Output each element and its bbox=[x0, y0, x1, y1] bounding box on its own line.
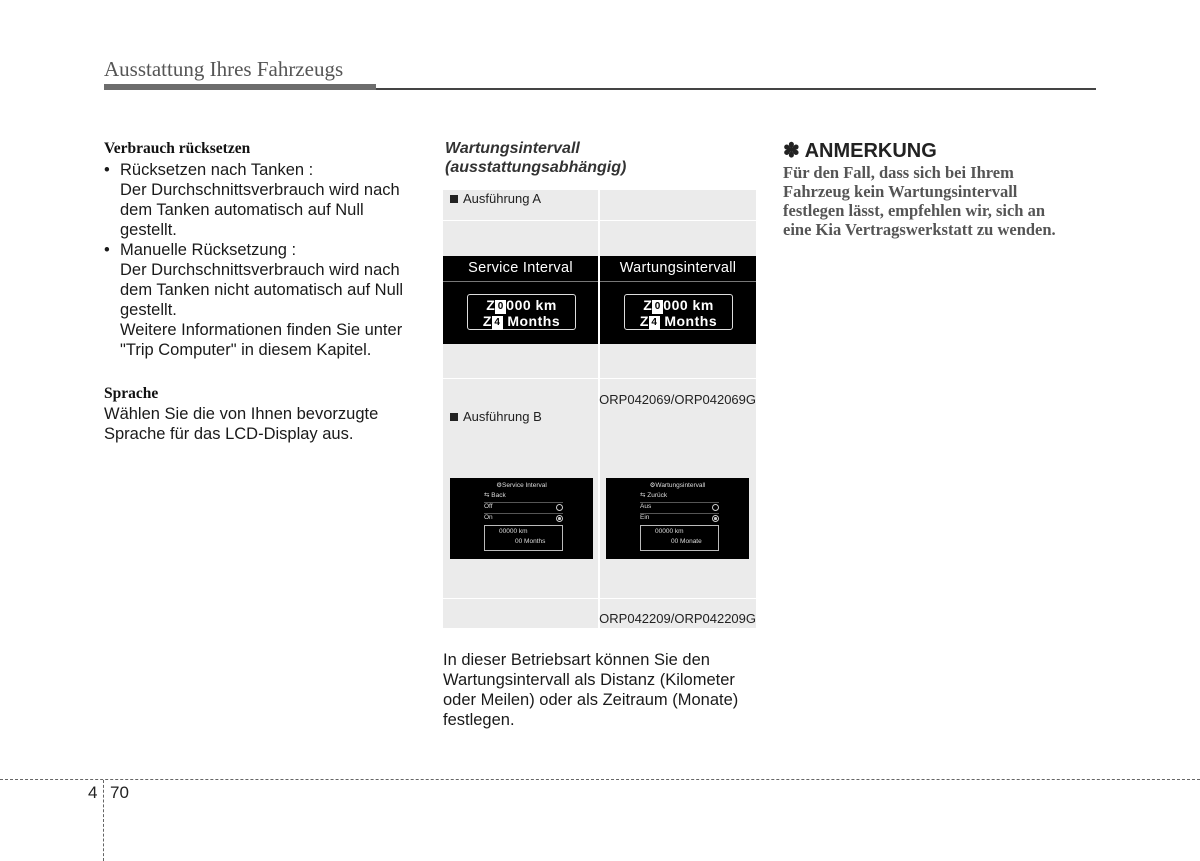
item-title: Manuelle Rücksetzung : bbox=[120, 241, 297, 259]
km-value: 00000 km bbox=[499, 528, 528, 535]
bullet: • bbox=[104, 241, 110, 259]
distance-value: Z 0 000 km bbox=[643, 297, 714, 313]
item-text-line: Weitere Informationen finden Sie unter bbox=[120, 321, 403, 339]
display-wartungsintervall-b bbox=[606, 478, 749, 559]
note-line: festlegen lässt, empfehlen wir, sich an bbox=[783, 201, 1046, 220]
item-text-line: dem Tanken automatisch auf Null bbox=[120, 201, 364, 219]
language-text bbox=[104, 404, 417, 444]
months-value: Z 4 Months bbox=[639, 313, 718, 329]
lcd-box bbox=[624, 294, 733, 330]
selected-digit: 0 bbox=[495, 300, 506, 314]
panel-divider bbox=[598, 408, 600, 628]
selected-digit: 4 bbox=[649, 316, 660, 330]
text-line: Wählen Sie die von Ihnen bevorzugte bbox=[104, 405, 379, 423]
item-text-line: Der Durchschnittsverbrauch wird nach bbox=[120, 261, 400, 279]
months-value: Z 4 Months bbox=[482, 313, 561, 329]
note-title: ✽ ANMERKUNG bbox=[783, 140, 937, 162]
caption-line: Wartungsintervall bbox=[445, 140, 580, 157]
note-line: Fahrzeug kein Wartungsintervall bbox=[783, 182, 1018, 201]
variant-label-a: Ausführung A bbox=[450, 191, 541, 206]
display-wartungsintervall bbox=[600, 256, 756, 344]
option-on: On bbox=[484, 513, 563, 523]
list-item-manual bbox=[104, 240, 417, 360]
item-text-line: "Trip Computer" in diesem Kapitel. bbox=[120, 341, 372, 359]
display-rule bbox=[600, 281, 756, 282]
header-rule bbox=[376, 88, 1096, 90]
lcd-box bbox=[467, 294, 576, 330]
figure-code-a: ORP042069/ORP042069G bbox=[599, 392, 756, 407]
variant-label-b: Ausführung B bbox=[450, 409, 542, 424]
selected-digit: 0 bbox=[652, 300, 663, 314]
text-line: In dieser Betriebsart können Sie den bbox=[443, 651, 710, 669]
text-line: oder Meilen) oder als Zeitraum (Monate) bbox=[443, 691, 739, 709]
section-title-language: Sprache bbox=[104, 385, 159, 402]
reset-list bbox=[104, 160, 417, 360]
display-service-interval bbox=[443, 256, 598, 344]
months-value: 00 Monate bbox=[671, 538, 702, 545]
selected-digit: 4 bbox=[492, 316, 503, 330]
item-text-line: Der Durchschnittsverbrauch wird nach bbox=[120, 181, 400, 199]
back-row: ⇆ Back bbox=[484, 492, 506, 499]
note-line: eine Kia Vertragswerkstatt zu wenden. bbox=[783, 220, 1056, 239]
figure-code-b: ORP042209/ORP042209G bbox=[599, 611, 756, 626]
text-line: festlegen. bbox=[443, 711, 515, 729]
square-bullet-icon bbox=[450, 195, 458, 203]
page-number: 70 bbox=[110, 783, 129, 802]
page-section-number: 4 bbox=[88, 783, 98, 802]
section-title-reset: Verbrauch rücksetzen bbox=[104, 140, 251, 157]
screen-title: ⚙Wartungsintervall bbox=[649, 482, 706, 489]
radio-selected-icon bbox=[556, 515, 563, 522]
item-text-line: dem Tanken nicht automatisch auf Null bbox=[120, 281, 404, 299]
km-value: 00000 km bbox=[655, 528, 684, 535]
text-line: Sprache für das LCD-Display aus. bbox=[104, 425, 354, 443]
display-rule bbox=[443, 281, 598, 282]
item-text-line: gestellt. bbox=[120, 221, 177, 239]
display-title: Service Interval bbox=[468, 260, 573, 276]
chapter-title: Ausstattung Ihres Fahrzeugs bbox=[104, 57, 344, 81]
back-row: ⇆ Zurück bbox=[640, 492, 668, 499]
value-box bbox=[484, 525, 563, 551]
display-title: Wartungsintervall bbox=[619, 260, 737, 276]
note-line: Für den Fall, dass sich bei Ihrem bbox=[783, 163, 1014, 182]
footer-dashed-divider bbox=[103, 780, 104, 861]
caption-line: (ausstattungsabhängig) bbox=[445, 159, 627, 176]
figure-caption bbox=[445, 139, 626, 177]
option-on: Ein bbox=[640, 513, 719, 523]
note-body bbox=[783, 163, 1096, 239]
item-text-line: gestellt. bbox=[120, 301, 177, 319]
bullet: • bbox=[104, 161, 110, 179]
value-box bbox=[640, 525, 719, 551]
square-bullet-icon bbox=[450, 413, 458, 421]
screen-title: ⚙Service Interval bbox=[496, 482, 547, 489]
radio-icon bbox=[712, 504, 719, 511]
item-title: Rücksetzen nach Tanken : bbox=[120, 161, 314, 179]
radio-icon bbox=[556, 504, 563, 511]
header-rule-thick bbox=[104, 84, 376, 90]
months-value: 00 Months bbox=[515, 538, 546, 545]
text-line: Wartungsintervall als Distanz (Kilometer bbox=[443, 671, 735, 689]
radio-selected-icon bbox=[712, 515, 719, 522]
figure-panel-b bbox=[443, 408, 756, 628]
distance-value: Z 0 000 km bbox=[486, 297, 557, 313]
option-off: Off bbox=[484, 502, 563, 512]
footer-dashed-rule bbox=[0, 779, 1200, 780]
figure-description bbox=[443, 650, 756, 730]
display-service-interval-b bbox=[450, 478, 593, 559]
option-off: Aus bbox=[640, 502, 719, 512]
figure-panel-a bbox=[443, 190, 756, 410]
list-item-refuel bbox=[104, 160, 417, 240]
